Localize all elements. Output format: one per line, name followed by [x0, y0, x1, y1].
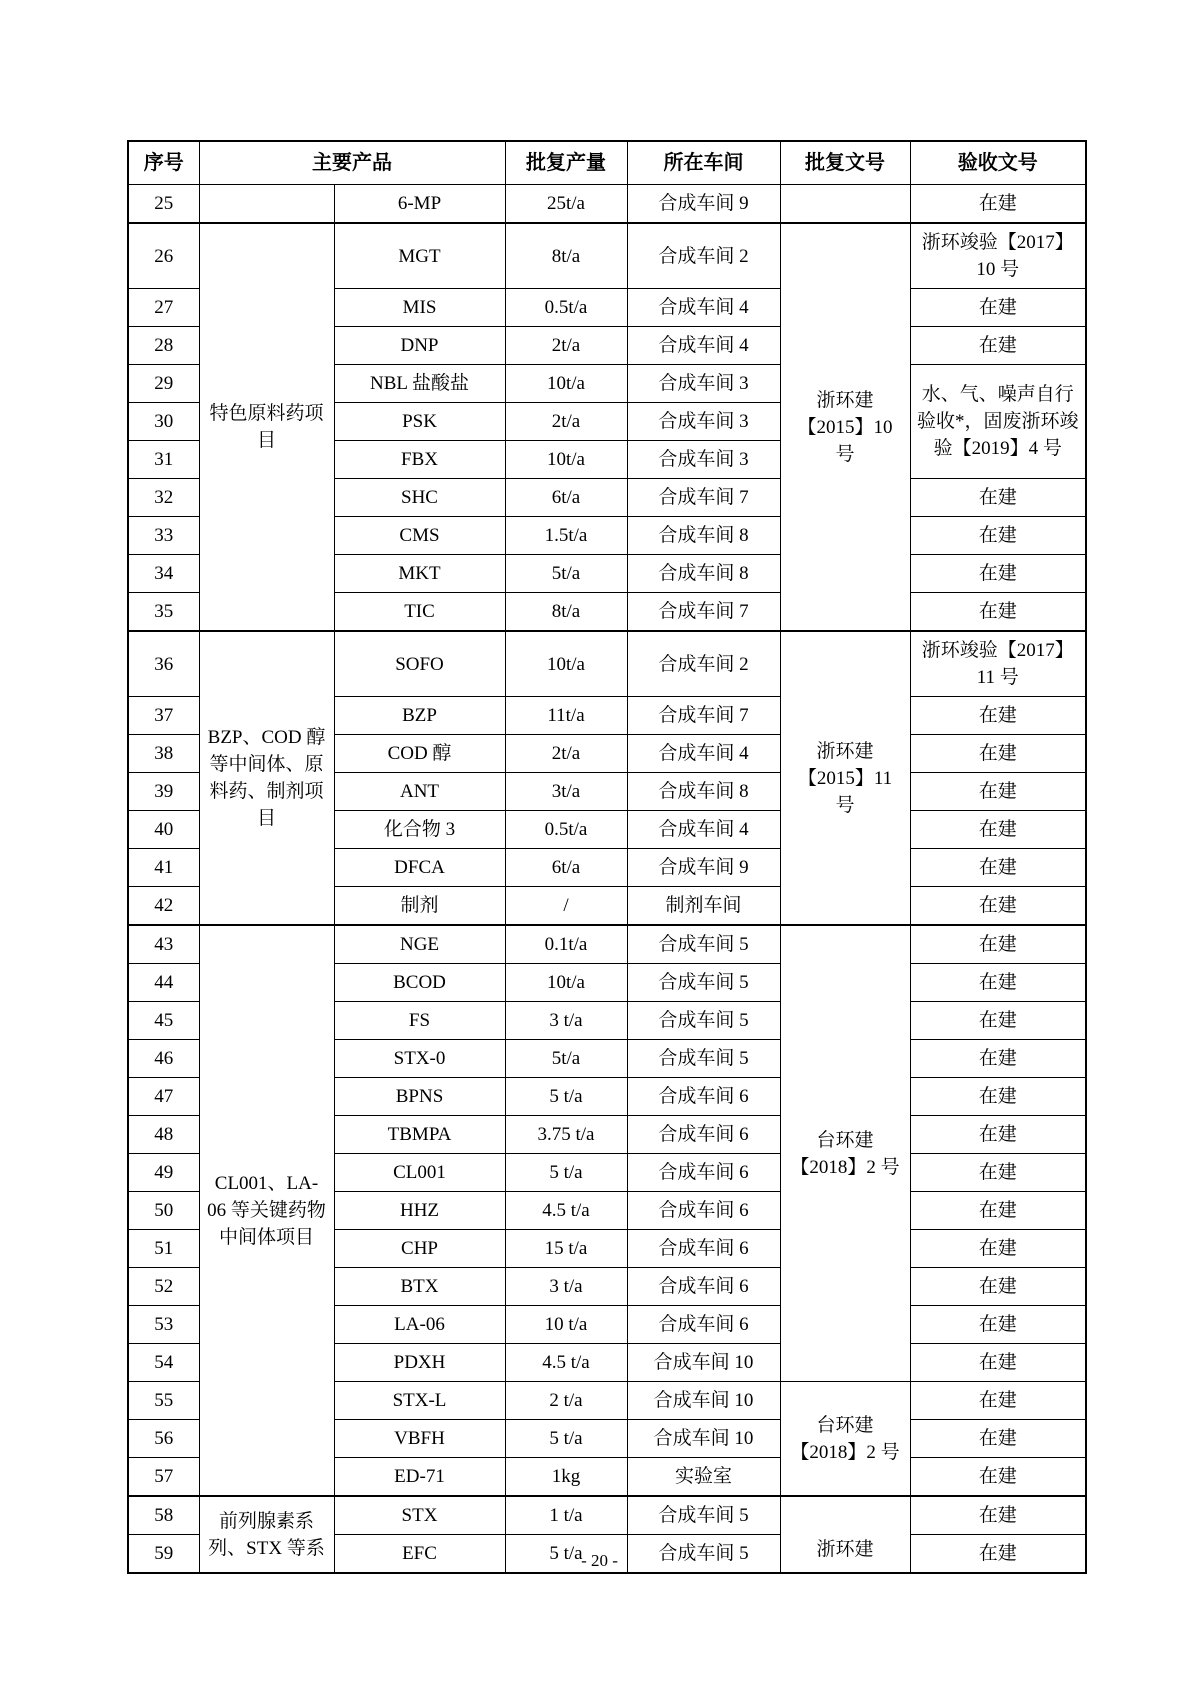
cell-serial: 55 — [128, 1382, 199, 1420]
cell-capacity: 15 t/a — [505, 1230, 627, 1268]
cell-capacity: 10t/a — [505, 964, 627, 1002]
cell-approval-doc: 台环建【2018】2 号 — [780, 925, 910, 1382]
table-row — [128, 185, 1086, 224]
cell-acceptance-doc: 在建 — [910, 1496, 1086, 1535]
cell-product: 制剂 — [334, 887, 505, 926]
cell-acceptance-doc: 在建 — [910, 925, 1086, 964]
cell-workshop: 合成车间 4 — [627, 327, 780, 365]
cell-capacity: 10t/a — [505, 631, 627, 697]
cell-acceptance-doc: 浙环竣验【2017】10 号 — [910, 223, 1086, 289]
cell-product: SHC — [334, 479, 505, 517]
cell-workshop: 合成车间 6 — [627, 1230, 780, 1268]
cell-product: FBX — [334, 441, 505, 479]
cell-acceptance-doc: 在建 — [910, 1535, 1086, 1574]
cell-acceptance-doc: 在建 — [910, 697, 1086, 735]
cell-product: DFCA — [334, 849, 505, 887]
cell-workshop: 合成车间 3 — [627, 403, 780, 441]
cell-product: SOFO — [334, 631, 505, 697]
cell-serial: 35 — [128, 593, 199, 632]
cell-product: 6-MP — [334, 185, 505, 224]
cell-capacity: 0.5t/a — [505, 811, 627, 849]
cell-capacity: 3 t/a — [505, 1002, 627, 1040]
cell-serial: 45 — [128, 1002, 199, 1040]
cell-workshop: 合成车间 7 — [627, 479, 780, 517]
cell-serial: 33 — [128, 517, 199, 555]
cell-serial: 32 — [128, 479, 199, 517]
cell-serial: 51 — [128, 1230, 199, 1268]
header-cell-approval-doc: 批复文号 — [780, 141, 910, 185]
cell-product: BZP — [334, 697, 505, 735]
cell-serial: 42 — [128, 887, 199, 926]
cell-workshop: 合成车间 5 — [627, 1040, 780, 1078]
cell-acceptance-doc: 在建 — [910, 1268, 1086, 1306]
cell-serial: 46 — [128, 1040, 199, 1078]
cell-workshop: 合成车间 9 — [627, 849, 780, 887]
cell-workshop: 合成车间 7 — [627, 697, 780, 735]
cell-serial: 37 — [128, 697, 199, 735]
table-row — [128, 925, 1086, 964]
cell-product: PSK — [334, 403, 505, 441]
cell-workshop: 合成车间 4 — [627, 735, 780, 773]
cell-product: BPNS — [334, 1078, 505, 1116]
cell-acceptance-doc: 在建 — [910, 773, 1086, 811]
cell-product: TIC — [334, 593, 505, 632]
cell-acceptance-doc: 在建 — [910, 1458, 1086, 1497]
table-row — [128, 1496, 1086, 1535]
header-cell-capacity: 批复产量 — [505, 141, 627, 185]
cell-project-group: 前列腺素系列、STX 等系 — [199, 1496, 334, 1573]
cell-acceptance-doc: 在建 — [910, 1002, 1086, 1040]
cell-capacity: 5 t/a — [505, 1420, 627, 1458]
cell-product: FS — [334, 1002, 505, 1040]
cell-workshop: 合成车间 2 — [627, 223, 780, 289]
cell-product: BTX — [334, 1268, 505, 1306]
cell-capacity: 1kg — [505, 1458, 627, 1497]
cell-capacity: 5 t/a — [505, 1078, 627, 1116]
cell-approval-doc: 浙环建【2015】11 号 — [780, 631, 910, 925]
cell-product: COD 醇 — [334, 735, 505, 773]
cell-workshop: 合成车间 3 — [627, 365, 780, 403]
cell-product: CL001 — [334, 1154, 505, 1192]
cell-workshop: 合成车间 4 — [627, 811, 780, 849]
cell-workshop: 合成车间 2 — [627, 631, 780, 697]
cell-acceptance-doc: 在建 — [910, 555, 1086, 593]
header-cell-product: 主要产品 — [199, 141, 505, 185]
cell-capacity: 4.5 t/a — [505, 1192, 627, 1230]
cell-capacity: 1.5t/a — [505, 517, 627, 555]
cell-workshop: 合成车间 6 — [627, 1154, 780, 1192]
cell-workshop: 合成车间 7 — [627, 593, 780, 632]
cell-capacity: 11t/a — [505, 697, 627, 735]
cell-acceptance-doc: 在建 — [910, 964, 1086, 1002]
cell-project-group: BZP、COD 醇等中间体、原料药、制剂项目 — [199, 631, 334, 925]
cell-acceptance-doc: 在建 — [910, 289, 1086, 327]
cell-capacity: 10t/a — [505, 365, 627, 403]
cell-acceptance-doc: 水、气、噪声自行验收*，固废浙环竣验【2019】4 号 — [910, 365, 1086, 479]
cell-workshop: 合成车间 5 — [627, 1496, 780, 1535]
cell-acceptance-doc: 在建 — [910, 1344, 1086, 1382]
cell-acceptance-doc: 在建 — [910, 593, 1086, 632]
cell-serial: 26 — [128, 223, 199, 289]
cell-workshop: 实验室 — [627, 1458, 780, 1497]
cell-acceptance-doc: 在建 — [910, 1078, 1086, 1116]
cell-workshop: 制剂车间 — [627, 887, 780, 926]
cell-acceptance-doc: 在建 — [910, 1040, 1086, 1078]
cell-acceptance-doc: 在建 — [910, 1192, 1086, 1230]
cell-capacity: 6t/a — [505, 479, 627, 517]
cell-product: MIS — [334, 289, 505, 327]
cell-acceptance-doc: 在建 — [910, 1230, 1086, 1268]
cell-workshop: 合成车间 5 — [627, 1002, 780, 1040]
cell-serial: 47 — [128, 1078, 199, 1116]
cell-serial: 30 — [128, 403, 199, 441]
table-row — [128, 631, 1086, 697]
cell-workshop: 合成车间 6 — [627, 1306, 780, 1344]
header-cell-workshop: 所在车间 — [627, 141, 780, 185]
cell-capacity: 5 t/a — [505, 1535, 627, 1574]
cell-product: NBL 盐酸盐 — [334, 365, 505, 403]
cell-product: HHZ — [334, 1192, 505, 1230]
cell-serial: 54 — [128, 1344, 199, 1382]
cell-serial: 49 — [128, 1154, 199, 1192]
cell-product: NGE — [334, 925, 505, 964]
cell-capacity: 8t/a — [505, 593, 627, 632]
cell-project-group: CL001、LA-06 等关键药物中间体项目 — [199, 925, 334, 1496]
cell-workshop: 合成车间 8 — [627, 773, 780, 811]
cell-serial: 58 — [128, 1496, 199, 1535]
cell-product: LA-06 — [334, 1306, 505, 1344]
cell-capacity: 6t/a — [505, 849, 627, 887]
cell-product: ANT — [334, 773, 505, 811]
cell-acceptance-doc: 在建 — [910, 1154, 1086, 1192]
cell-product: TBMPA — [334, 1116, 505, 1154]
cell-capacity: 2t/a — [505, 735, 627, 773]
cell-workshop: 合成车间 10 — [627, 1382, 780, 1420]
cell-capacity: 0.5t/a — [505, 289, 627, 327]
cell-serial: 59 — [128, 1535, 199, 1574]
cell-product: MGT — [334, 223, 505, 289]
cell-serial: 44 — [128, 964, 199, 1002]
cell-approval-doc: 浙环建 — [780, 1496, 910, 1573]
cell-workshop: 合成车间 5 — [627, 1535, 780, 1574]
cell-serial: 52 — [128, 1268, 199, 1306]
cell-workshop: 合成车间 6 — [627, 1192, 780, 1230]
cell-serial: 48 — [128, 1116, 199, 1154]
cell-serial: 43 — [128, 925, 199, 964]
cell-approval-doc: 浙环建【2015】10 号 — [780, 223, 910, 631]
table-header — [128, 141, 1086, 185]
cell-acceptance-doc: 在建 — [910, 479, 1086, 517]
header-cell-serial: 序号 — [128, 141, 199, 185]
cell-workshop: 合成车间 6 — [627, 1078, 780, 1116]
cell-capacity: 25t/a — [505, 185, 627, 224]
table-body — [128, 185, 1086, 1574]
cell-capacity: 5t/a — [505, 555, 627, 593]
cell-serial: 57 — [128, 1458, 199, 1497]
cell-capacity: 4.5 t/a — [505, 1344, 627, 1382]
cell-serial: 39 — [128, 773, 199, 811]
cell-capacity: 3 t/a — [505, 1268, 627, 1306]
cell-product: CMS — [334, 517, 505, 555]
cell-capacity: 2t/a — [505, 403, 627, 441]
cell-serial: 25 — [128, 185, 199, 224]
cell-capacity: 5t/a — [505, 1040, 627, 1078]
cell-product: STX — [334, 1496, 505, 1535]
cell-product: 化合物 3 — [334, 811, 505, 849]
cell-capacity: / — [505, 887, 627, 926]
cell-acceptance-doc: 在建 — [910, 849, 1086, 887]
cell-serial: 38 — [128, 735, 199, 773]
cell-serial: 29 — [128, 365, 199, 403]
cell-acceptance-doc: 在建 — [910, 1306, 1086, 1344]
cell-acceptance-doc: 在建 — [910, 887, 1086, 926]
cell-product: EFC — [334, 1535, 505, 1574]
cell-product: BCOD — [334, 964, 505, 1002]
cell-project-group: 特色原料药项目 — [199, 223, 334, 631]
cell-acceptance-doc: 在建 — [910, 327, 1086, 365]
cell-capacity: 8t/a — [505, 223, 627, 289]
cell-workshop: 合成车间 8 — [627, 517, 780, 555]
cell-capacity: 2 t/a — [505, 1382, 627, 1420]
cell-acceptance-doc: 在建 — [910, 811, 1086, 849]
cell-acceptance-doc: 在建 — [910, 1116, 1086, 1154]
cell-capacity: 5 t/a — [505, 1154, 627, 1192]
cell-product: PDXH — [334, 1344, 505, 1382]
cell-serial: 50 — [128, 1192, 199, 1230]
cell-workshop: 合成车间 6 — [627, 1116, 780, 1154]
cell-capacity: 2t/a — [505, 327, 627, 365]
cell-workshop: 合成车间 10 — [627, 1420, 780, 1458]
cell-acceptance-doc: 在建 — [910, 735, 1086, 773]
page-number: - 20 - — [581, 1551, 618, 1570]
cell-serial: 27 — [128, 289, 199, 327]
cell-serial: 31 — [128, 441, 199, 479]
cell-serial: 53 — [128, 1306, 199, 1344]
cell-approval-doc — [780, 185, 910, 224]
cell-product: ED-71 — [334, 1458, 505, 1497]
cell-product: DNP — [334, 327, 505, 365]
table-row — [128, 223, 1086, 289]
cell-serial: 34 — [128, 555, 199, 593]
cell-workshop: 合成车间 5 — [627, 964, 780, 1002]
cell-product: STX-L — [334, 1382, 505, 1420]
cell-workshop: 合成车间 8 — [627, 555, 780, 593]
cell-capacity: 3.75 t/a — [505, 1116, 627, 1154]
cell-workshop: 合成车间 10 — [627, 1344, 780, 1382]
cell-workshop: 合成车间 5 — [627, 925, 780, 964]
cell-serial: 56 — [128, 1420, 199, 1458]
cell-product: CHP — [334, 1230, 505, 1268]
cell-acceptance-doc: 在建 — [910, 517, 1086, 555]
cell-workshop: 合成车间 3 — [627, 441, 780, 479]
cell-acceptance-doc: 在建 — [910, 185, 1086, 224]
cell-capacity: 10t/a — [505, 441, 627, 479]
cell-acceptance-doc: 在建 — [910, 1382, 1086, 1420]
cell-product: VBFH — [334, 1420, 505, 1458]
cell-capacity: 1 t/a — [505, 1496, 627, 1535]
table-header-row — [128, 141, 1086, 185]
cell-workshop: 合成车间 6 — [627, 1268, 780, 1306]
cell-serial: 28 — [128, 327, 199, 365]
cell-workshop: 合成车间 4 — [627, 289, 780, 327]
cell-project-group — [199, 185, 334, 224]
cell-product: STX-0 — [334, 1040, 505, 1078]
cell-capacity: 3t/a — [505, 773, 627, 811]
cell-serial: 41 — [128, 849, 199, 887]
cell-serial: 40 — [128, 811, 199, 849]
cell-product: MKT — [334, 555, 505, 593]
cell-acceptance-doc: 在建 — [910, 1420, 1086, 1458]
cell-acceptance-doc: 浙环竣验【2017】11 号 — [910, 631, 1086, 697]
header-cell-acceptance-doc: 验收文号 — [910, 141, 1086, 185]
approval-table — [127, 140, 1087, 1574]
cell-approval-doc: 台环建【2018】2 号 — [780, 1382, 910, 1497]
cell-workshop: 合成车间 9 — [627, 185, 780, 224]
cell-capacity: 0.1t/a — [505, 925, 627, 964]
cell-serial: 36 — [128, 631, 199, 697]
cell-capacity: 10 t/a — [505, 1306, 627, 1344]
